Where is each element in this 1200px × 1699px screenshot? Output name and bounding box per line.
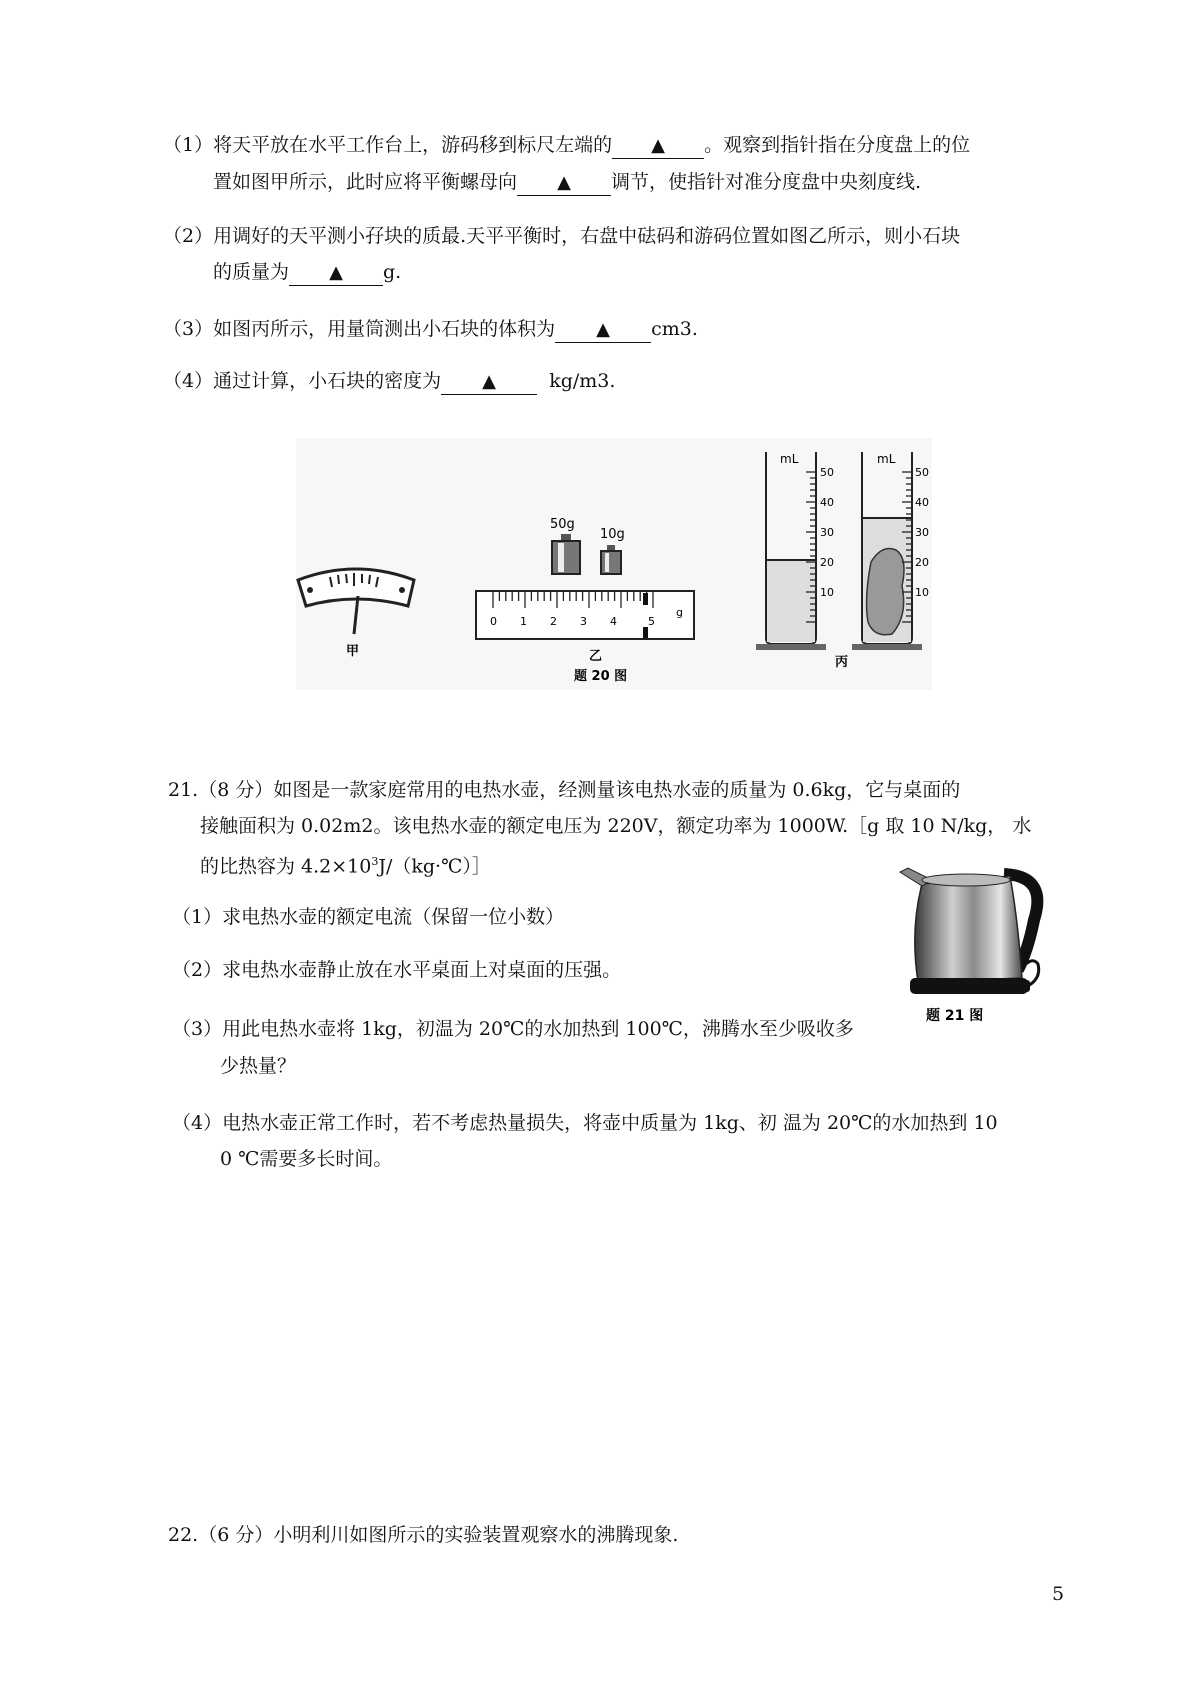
- kettle-image: [892, 860, 1052, 1040]
- q20-1-text-c: 置如图甲所示，此时应将平衡螺母向: [213, 171, 518, 193]
- answer-blank[interactable]: ▲: [441, 369, 537, 395]
- answer-blank[interactable]: ▲: [289, 260, 383, 286]
- rider: [643, 593, 648, 605]
- q20-3-line: [163, 315, 698, 343]
- weight-50g: [552, 534, 580, 574]
- q20-2-text-a: （2）用调好的天平测小孖块的质最.天平平衡时，右盘中砝码和游码位置如图乙所示，则小石块: [163, 225, 961, 247]
- q20-2-text-b: 的质量为: [213, 261, 290, 283]
- svg-text:30: 30: [915, 526, 929, 539]
- figure-20: [296, 438, 932, 690]
- weight-10g: [601, 545, 621, 574]
- svg-text:4: 4: [610, 615, 617, 628]
- q21-intro-line2: 接触面积为 0.02m2。该电热水壶的额定电压为 220V，额定功率为 1000W.［g 取 10 N/kg， 水: [200, 815, 1032, 837]
- q22-intro-line: 22.（6 分）小明利川如图所示的实验装置观察水的沸腾现象.: [168, 1524, 679, 1546]
- answer-blank[interactable]: ▲: [517, 170, 611, 196]
- svg-text:20: 20: [820, 556, 834, 569]
- q20-1-text-b: 。观察到指针指在分度盘上的位: [704, 134, 971, 156]
- q20-3-text-b: cm3.: [651, 318, 698, 340]
- q20-1-text-a: （1）将天平放在水平工作台上，游码移到标尺左端的: [163, 134, 613, 156]
- q21-intro-line1: 21.（8 分）如图是一款家庭常用的电热水壶，经测量该电热水壶的质量为 0.6kg，它与桌面的: [168, 779, 961, 801]
- svg-text:50: 50: [820, 466, 834, 479]
- q20-1-line2: [213, 168, 921, 196]
- svg-text:2: 2: [550, 615, 557, 628]
- answer-blank[interactable]: ▲: [555, 317, 651, 343]
- q21-2-line: （2）求电热水壶静止放在水平桌面上对桌面的压强。: [172, 959, 622, 981]
- svg-text:mL: mL: [877, 452, 896, 466]
- svg-text:1: 1: [520, 615, 527, 628]
- figure-20-svg: [296, 438, 932, 690]
- svg-text:50: 50: [915, 466, 929, 479]
- weight-50g-label: 50g: [550, 517, 575, 532]
- q21-4-line2: 0 ℃需要多长时间。: [220, 1148, 393, 1170]
- weight-10g-label: 10g: [600, 527, 625, 542]
- q20-4-text-a: （4）通过计算，小石块的密度为: [163, 370, 442, 392]
- svg-text:g: g: [676, 606, 683, 619]
- kettle-base: [910, 978, 1028, 994]
- svg-text:3: 3: [580, 615, 587, 628]
- figure-21: [892, 860, 1052, 1040]
- answer-blank[interactable]: ▲: [612, 133, 704, 159]
- cylinder-empty: [756, 452, 834, 650]
- q20-2-line2: [213, 258, 401, 286]
- label-jia: 甲: [346, 644, 360, 659]
- page-number: 5: [1052, 1583, 1065, 1605]
- q20-1-line1: [163, 131, 970, 159]
- q21-intro-line3: 的比热容为 $4.2\times 10^3J/(kg\cdot℃)]$: [200, 855, 491, 878]
- figure-20-caption: 题 20 图: [574, 669, 628, 684]
- label-bing: 丙: [835, 655, 849, 670]
- q20-2-text-c: g.: [383, 261, 402, 283]
- q20-2-line1: [163, 222, 960, 250]
- svg-text:mL: mL: [780, 452, 799, 466]
- dial-pointer: [354, 596, 358, 634]
- svg-text:10: 10: [915, 586, 929, 599]
- q21-3-line1: （3）用此电热水壶将 1kg，初温为 20℃的水加热到 100℃，沸腾水至少吸收多: [172, 1018, 854, 1040]
- svg-text:0: 0: [490, 615, 497, 628]
- q20-1-text-d: 调节，使指针对准分度盘中央刻度线.: [611, 171, 922, 193]
- balance-dial: [298, 569, 414, 634]
- cylinder-with-stone: [852, 452, 929, 650]
- label-yi: 乙: [589, 649, 603, 664]
- svg-text:40: 40: [915, 496, 929, 509]
- q21-1-line: （1）求电热水壶的额定电流（保留一位小数）: [172, 906, 565, 928]
- q21-3-line2: 少热量？: [220, 1055, 297, 1077]
- svg-text:40: 40: [820, 496, 834, 509]
- q21-4-line1: （4）电热水壶正常工作时，若不考虑热量损失，将壶中质量为 1kg、初 温为 20℃的水加热到 10: [172, 1112, 998, 1134]
- svg-text:30: 30: [820, 526, 834, 539]
- stone-shape: [867, 549, 904, 635]
- figure-21-caption: 题 21 图: [926, 1008, 984, 1024]
- svg-text:5: 5: [648, 615, 655, 628]
- q20-4-text-b: kg/m3.: [549, 370, 616, 392]
- q20-3-text-a: （3）如图丙所示，用量筒测出小石块的体积为: [163, 318, 556, 340]
- kettle-body: [915, 876, 1022, 982]
- svg-text:10: 10: [820, 586, 834, 599]
- kettle-lid: [922, 874, 1010, 886]
- beam-scale: [476, 591, 694, 639]
- svg-text:20: 20: [915, 556, 929, 569]
- q20-4-line: [163, 367, 615, 395]
